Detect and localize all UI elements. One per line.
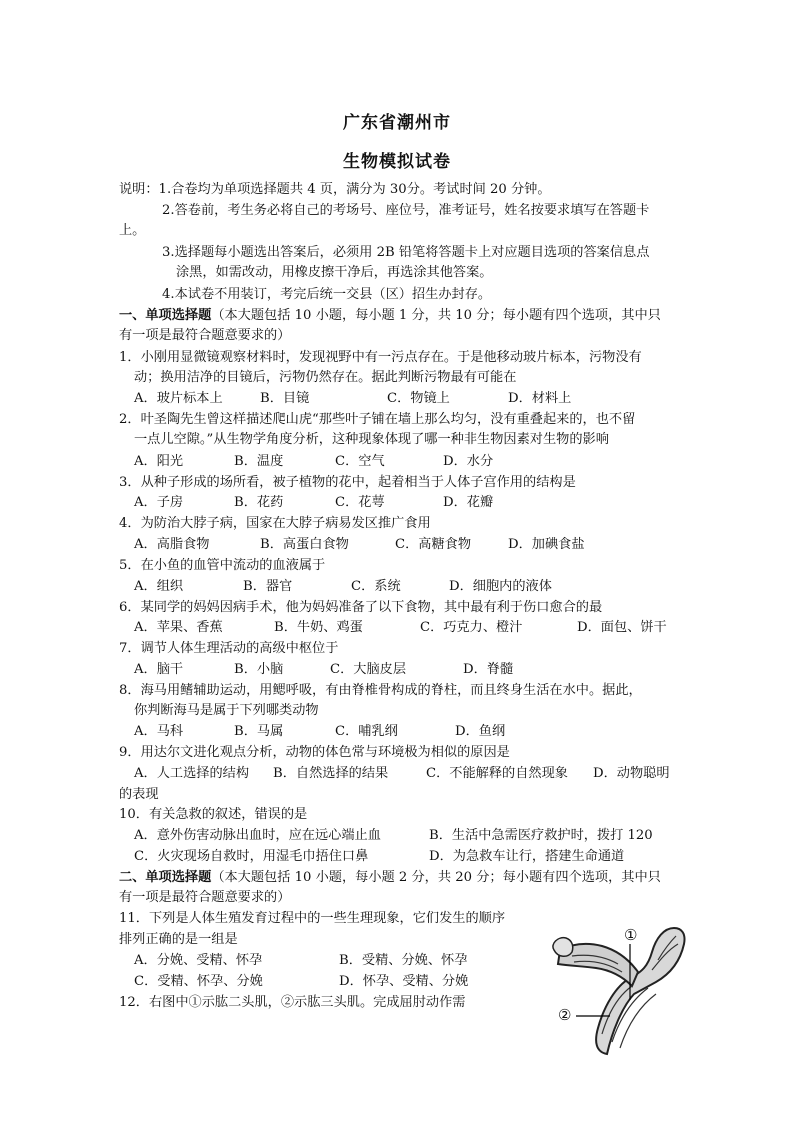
option-d[interactable]: D．为急救车让行，搭建生命通道	[429, 849, 625, 864]
option-c[interactable]: C．大脑皮层	[330, 662, 407, 677]
option-c[interactable]: C．哺乳纲	[335, 724, 398, 739]
figure-label-2: ②	[558, 1006, 572, 1024]
instruction-3: 3.选择题每小题选出答案后，必须用 2B 铅笔将答题卡上对应题目选项的答案信息点	[162, 245, 650, 260]
option-a[interactable]: A．马科	[134, 724, 184, 739]
option-d[interactable]: D．脊髓	[463, 662, 514, 677]
instruction-2: 2.答卷前，考生务必将自己的考场号、座位号，准考证号，姓名按要求填写在答题卡	[162, 203, 650, 218]
option-c[interactable]: C．物镜上	[387, 391, 450, 406]
question-4: 4．为防治大脖子病，国家在大脖子病易发区推广食用	[119, 516, 431, 531]
option-c[interactable]: C．花萼	[335, 495, 385, 510]
instruction-2-cont: 上。	[119, 223, 146, 238]
question-6: 6．某同学的妈妈因病手术，他为妈妈准备了以下食物，其中最有利于伤口愈合的最	[119, 600, 603, 615]
question-8: 8．海马用鳍辅助运动，用鳃呼吸，有由脊椎骨构成的脊柱，而且终身生活在水中。据此，	[119, 683, 642, 698]
option-a[interactable]: A．玻片标本上	[134, 391, 223, 406]
question-9: 9．用达尔文进化观点分析，动物的体色常与环境极为相似的原因是	[119, 745, 510, 760]
option-c[interactable]: C．系统	[351, 579, 401, 594]
option-c[interactable]: C．受精、怀孕、分娩	[134, 974, 263, 989]
option-a[interactable]: A．分娩、受精、怀孕	[134, 953, 263, 968]
option-b[interactable]: B．牛奶、鸡蛋	[274, 620, 363, 635]
section2-desc: （本大题包括 10 小题，每小题 2 分，共 20 分；每小题有四个选项，其中只	[211, 870, 661, 885]
option-a[interactable]: A．高脂食物	[134, 537, 210, 552]
arm-muscle-figure	[552, 922, 702, 1067]
option-d[interactable]: D．材料上	[508, 391, 572, 406]
section1-header	[119, 307, 661, 325]
question-3: 3．从种子形成的场所看，被子植物的花中，起着相当于人体子宫作用的结构是	[119, 475, 576, 490]
figure-label-1: ①	[624, 926, 638, 944]
instruction-1: 说明：1.合卷均为单项选择题共 4 页，满分为 30分。考试时间 20 分钟。	[119, 182, 551, 197]
section1-desc-cont: 有一项是最符合题意要求的）	[119, 328, 291, 343]
question-5: 5．在小鱼的血管中流动的血液属于	[119, 558, 326, 573]
option-b[interactable]: B．目镜	[260, 391, 310, 406]
option-a[interactable]: A．苹果、香蕉	[134, 620, 223, 635]
option-c[interactable]: C．空气	[335, 454, 385, 469]
question-7: 7．调节人体生理活动的高级中枢位于	[119, 641, 339, 656]
section1-desc: （本大题包括 10 小题，每小题 1 分，共 10 分；每小题有四个选项，其中只	[211, 308, 661, 323]
option-a[interactable]: A．子房	[134, 495, 184, 510]
option-a[interactable]: A．阳光	[134, 454, 184, 469]
instruction-4: 4.本试卷不用装订，考完后统一交县（区）招生办封存。	[162, 287, 492, 302]
option-d[interactable]: D．细胞内的液体	[449, 579, 552, 594]
option-a[interactable]: A．人工选择的结构	[134, 766, 250, 781]
question-1: 1．小刚用显微镜观察材料时，发现视野中有一污点存在。于是他移动玻片标本，污物没有	[119, 350, 642, 365]
option-c[interactable]: C．不能解释的自然现象	[426, 766, 568, 781]
option-a[interactable]: A．脑干	[134, 662, 184, 677]
option-b[interactable]: B．器官	[243, 579, 293, 594]
question-2-cont: 一点儿空隙。”从生物学角度分析，这种现象体现了哪一种非生物因素对生物的影响	[134, 432, 609, 447]
question-10: 10．有关急救的叙述，错误的是	[119, 807, 308, 822]
question-11: 11．下列是人体生殖发育过程中的一些生理现象，它们发生的顺序	[119, 911, 506, 926]
section2-heading: 二、单项选择题	[119, 870, 212, 885]
option-b[interactable]: B．花药	[234, 495, 284, 510]
option-b[interactable]: B．高蛋白食物	[260, 537, 349, 552]
section2-header	[119, 869, 661, 887]
option-b[interactable]: B．生活中急需医疗救护时，拨打 120	[429, 828, 653, 843]
question-2: 2．叶圣陶先生曾这样描述爬山虎“那些叶子铺在墙上那么均匀，没有重叠起来的，也不留	[119, 412, 636, 427]
option-d[interactable]: D．怀孕、受精、分娩	[339, 974, 469, 989]
page-title: 广东省潮州市	[343, 113, 451, 133]
option-c[interactable]: C．火灾现场自救时，用湿毛巾捂住口鼻	[134, 849, 369, 864]
section1-heading: 一、单项选择题	[119, 308, 212, 323]
option-a[interactable]: A．组织	[134, 579, 184, 594]
option-a[interactable]: A．意外伤害动脉出血时，应在远心端止血	[134, 828, 381, 843]
page-subtitle: 生物模拟试卷	[343, 152, 451, 172]
option-d[interactable]: D．动物聪明	[593, 766, 670, 781]
question-8-cont: 你判断海马是属于下列哪类动物	[134, 703, 319, 718]
option-b[interactable]: B．自然选择的结果	[273, 766, 389, 781]
option-b[interactable]: B．马属	[234, 724, 284, 739]
question-11-cont: 排列正确的是一组是	[119, 932, 238, 947]
option-c[interactable]: C．高糖食物	[395, 537, 472, 552]
option-b[interactable]: B．小脑	[234, 662, 284, 677]
option-d[interactable]: D．花瓣	[443, 495, 494, 510]
question-1-cont: 动；换用洁净的目镜后，污物仍然存在。据此判断污物最有可能在	[134, 370, 517, 385]
option-b[interactable]: B．温度	[234, 454, 284, 469]
option-c[interactable]: C．巧克力、橙汁	[420, 620, 523, 635]
option-d[interactable]: D．鱼纲	[455, 724, 506, 739]
option-d[interactable]: D．水分	[443, 454, 494, 469]
option-b[interactable]: B．受精、分娩、怀孕	[339, 953, 468, 968]
question-12: 12．右图中①示肱二头肌，②示肱三头肌。完成屈肘动作需	[119, 995, 466, 1010]
option-d[interactable]: D．加碘食盐	[508, 537, 585, 552]
section2-desc-cont: 有一项是最符合题意要求的）	[119, 890, 291, 905]
instruction-3-cont: 涂黑，如需改动，用橡皮擦干净后，再选涂其他答案。	[176, 265, 493, 280]
option-d[interactable]: D．面包、饼干	[577, 620, 667, 635]
question-9-cont: 的表现	[119, 787, 159, 802]
